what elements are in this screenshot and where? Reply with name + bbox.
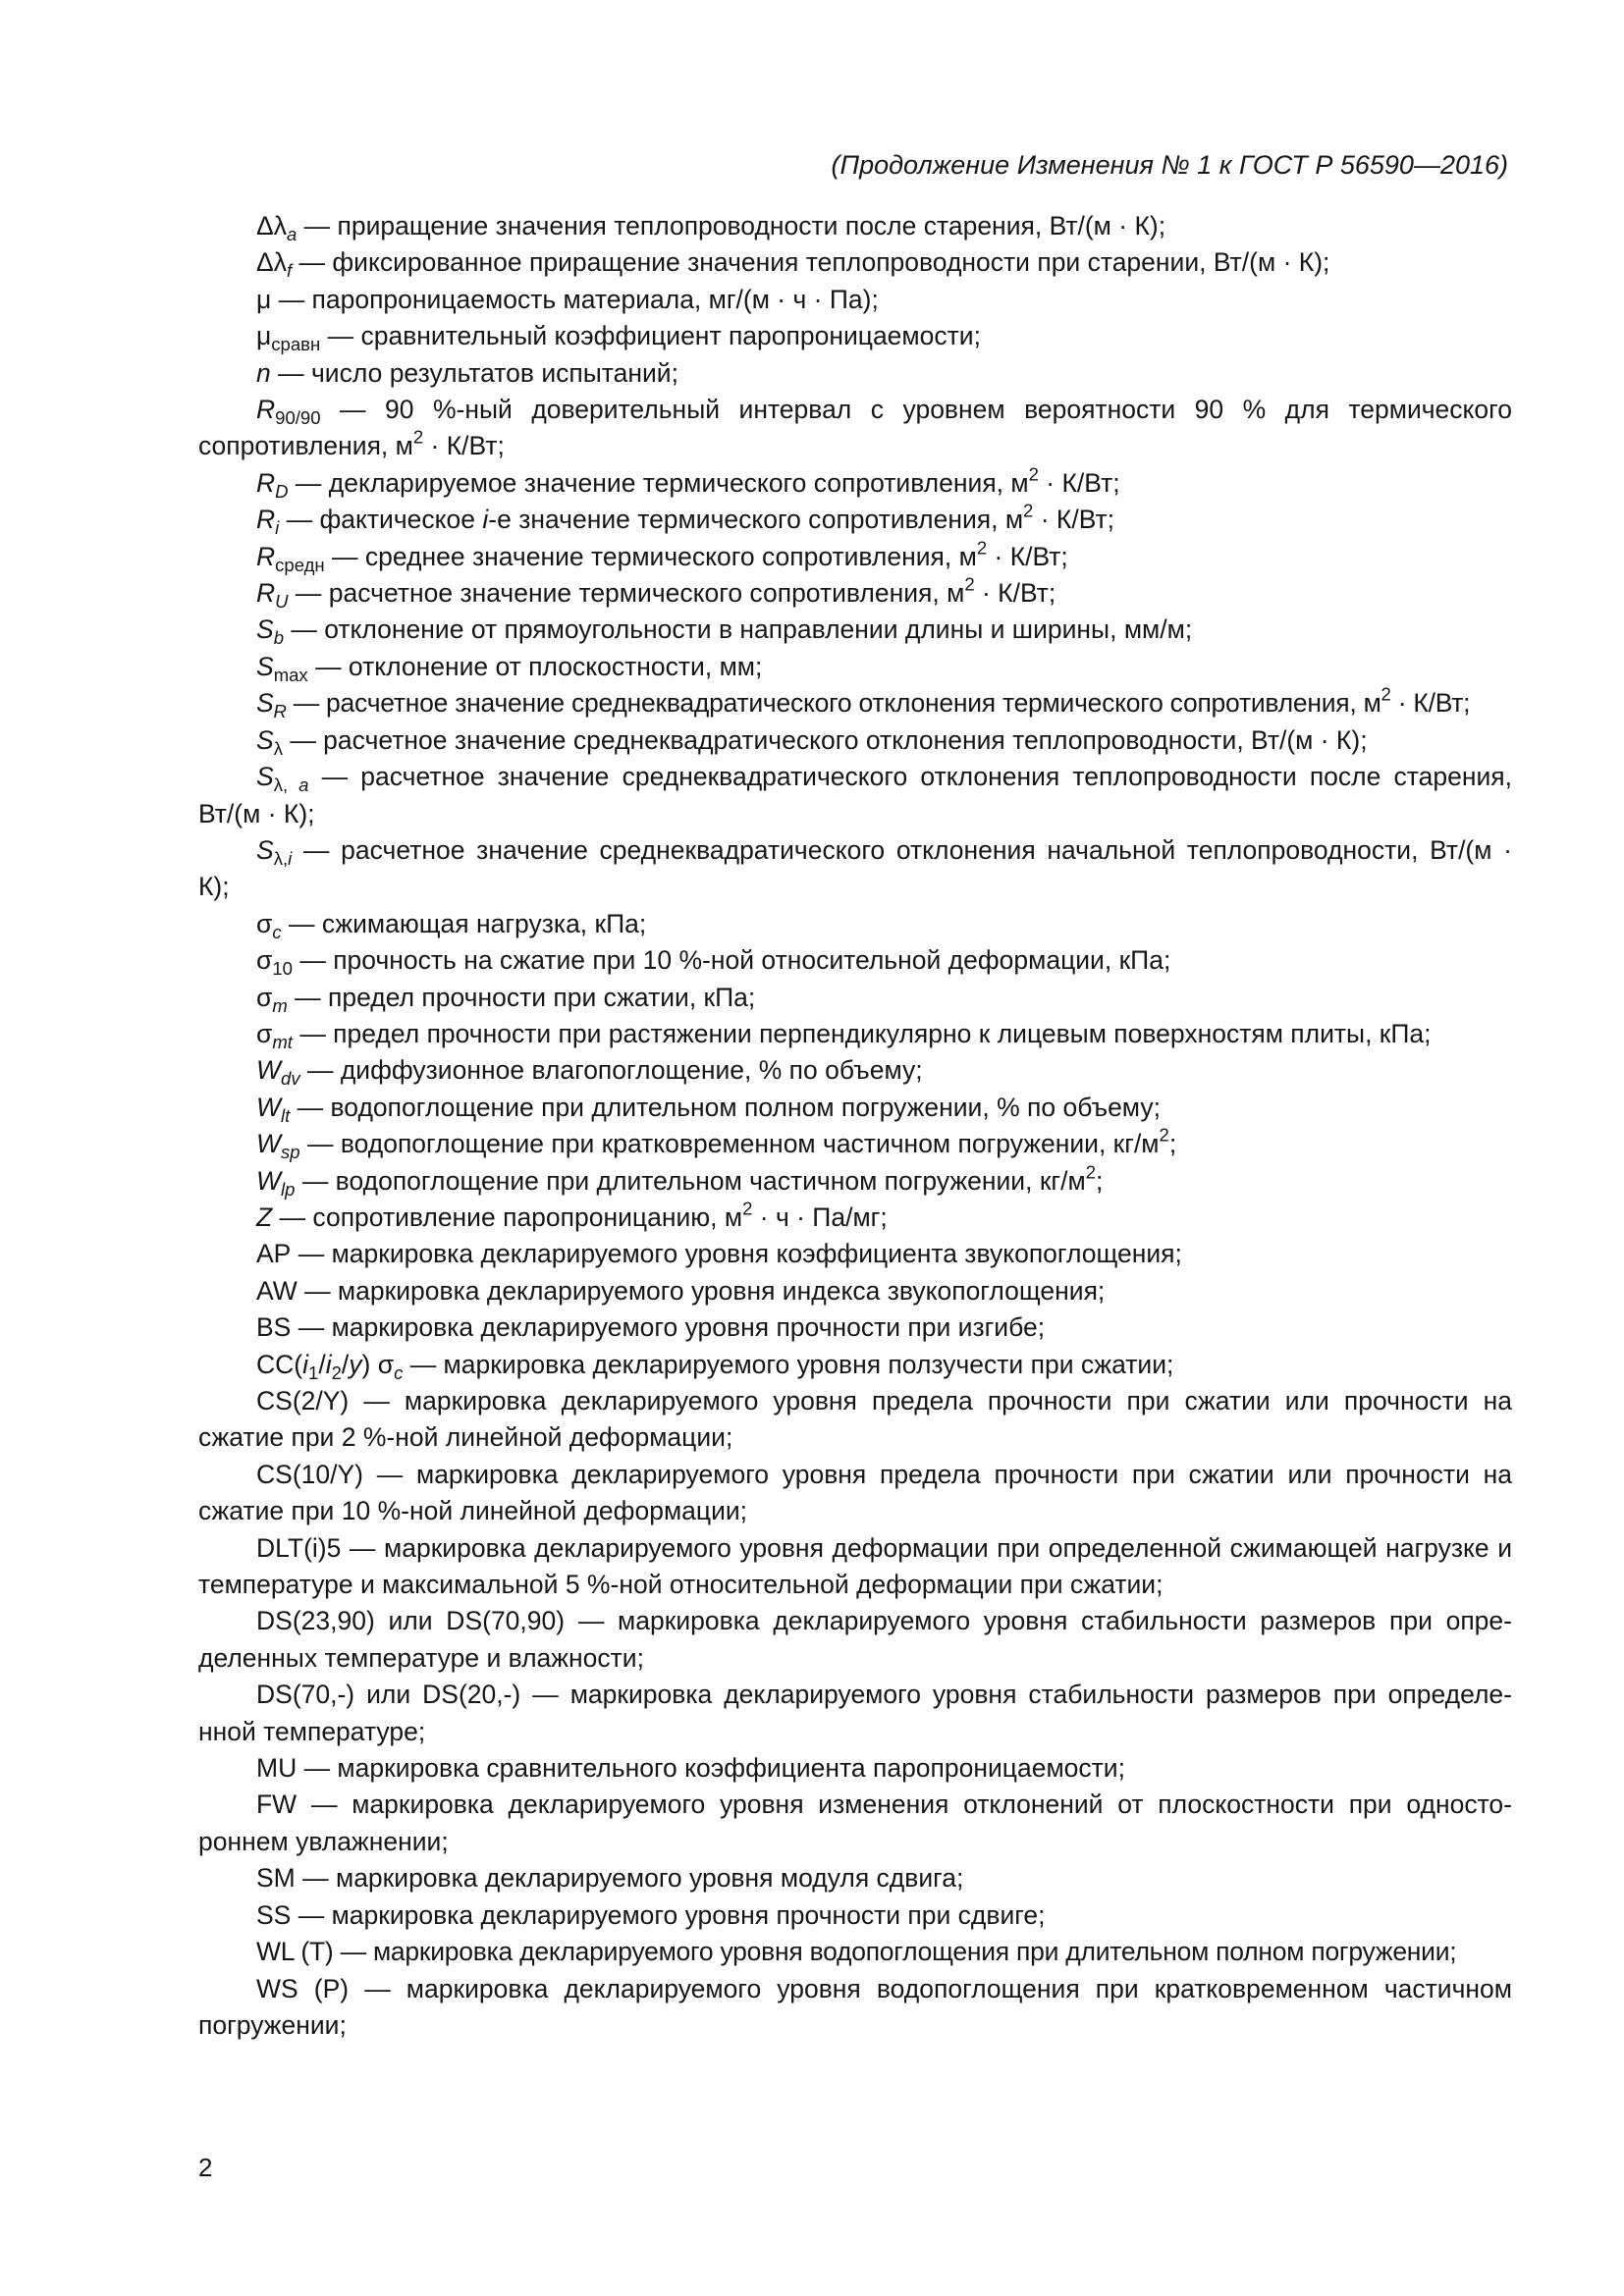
definition-entry: [198, 1163, 1512, 1200]
entry-symbol: $CC(i_1/i_2/y)$ $\sigma_c$: [256, 1349, 404, 1383]
definition-entry: [198, 244, 1512, 281]
entry-text: — прочность на сжатие при 10 %-ной относительной деформации, кПа;: [292, 945, 1171, 976]
definition-entry: [198, 980, 1512, 1016]
entry-symbol: μ: [256, 284, 272, 314]
entry-text: — расчетное значение среднеквадратического отклонения теплопроводности, Вт/(м · К);: [282, 724, 1368, 755]
entry-symbol: $R_U$: [256, 578, 289, 612]
entry-text: CS(2/Y) — маркировка декларируемого уровня предела прочности при сжатии или прочности на сжатие при 2 %-ной линейной деформации;: [198, 1386, 1512, 1453]
definition-entry: [198, 1236, 1512, 1272]
entry-symbol: $S_{\lambda, a}$: [256, 762, 309, 796]
entry-text: — маркировка декларируемого уровня ползучести при сжатии;: [403, 1349, 1174, 1379]
entry-symbol: $\sigma_{mt}$: [256, 1018, 293, 1052]
entry-symbol: $\Delta\lambda_f$: [256, 247, 293, 282]
entry-text: — число результатов испытаний;: [270, 357, 678, 388]
definition-entry: [198, 318, 1512, 354]
entry-text: — фактическое i-е значение термического сопротивления, $м^2 \cdot К/Вт$;: [279, 500, 1115, 535]
definition-entry: [198, 1309, 1512, 1346]
entry-symbol: $R_D$: [256, 467, 289, 502]
definition-entry: [198, 1347, 1512, 1383]
definition-entry: [198, 392, 1512, 465]
entry-symbol: $S_\lambda$: [256, 724, 283, 759]
entry-symbol: $S_R$: [256, 688, 287, 722]
entry-symbol: $W_{lt}$: [256, 1092, 291, 1126]
entry-text: — сравнительный коэффициент паропроницаемости;: [320, 321, 981, 351]
entry-text: — расчетное значение среднеквадратического отклонения начальной теплопроводности, Вт/(м · К);: [198, 834, 1512, 902]
definitions-list: [198, 208, 1512, 2044]
entry-text: SS — маркировка декларируемого уровня прочности при сдвиге;: [256, 1899, 1046, 1930]
entry-text: — фиксированное приращение значения теплопроводности при старении, Вт/(м · К);: [292, 247, 1330, 278]
definition-entry: [198, 832, 1512, 906]
entry-text: SM — маркировка декларируемого уровня модуля сдвига;: [256, 1863, 964, 1894]
definition-entry: [198, 1897, 1512, 1934]
entry-symbol: $\sigma_{10}$: [256, 945, 293, 980]
entry-text: — отклонение от прямоугольности в направлении длины и ширины, мм/м;: [284, 614, 1193, 645]
entry-text: — диффузионное влагопоглощение, % по объему;: [299, 1055, 923, 1086]
entry-symbol: $\sigma_c$: [256, 908, 282, 942]
definition-entry: [198, 1971, 1512, 2045]
entry-symbol: $S_{max}$: [256, 651, 308, 685]
entry-text: — приращение значения теплопроводности после старения, Вт/(м · К);: [297, 211, 1166, 240]
entry-text: MU — маркировка сравнительного коэффициента паропроницаемости;: [256, 1753, 1125, 1784]
definition-entry: [198, 465, 1512, 502]
entry-text: — расчетное значение термического сопротивления, $м^2 \cdot К/Вт$;: [288, 573, 1056, 609]
definition-entry: [198, 1787, 1512, 1860]
entry-symbol: n: [256, 357, 271, 388]
definition-entry: [198, 1934, 1512, 1970]
definition-entry: [198, 575, 1512, 612]
entry-symbol: $W_{lp}$: [256, 1165, 296, 1200]
entry-text: WL (T) — маркировка декларируемого уровня водопоглощения при длительном полном погружении;: [256, 1937, 1457, 1967]
entry-symbol: $W_{sp}$: [256, 1129, 300, 1163]
definition-entry: [198, 759, 1512, 832]
entry-text: — декларируемое значение термического сопротивления, $м^2 \cdot К/Вт$;: [288, 463, 1120, 498]
definition-entry: [198, 942, 1512, 979]
definition-entry: [198, 1090, 1512, 1126]
entry-symbol: $R_{средн}$: [256, 541, 325, 575]
entry-text: — расчетное значение среднеквадратического отклонения теплопроводности после старения, Вт/(м · К);: [198, 762, 1512, 828]
entry-text: DS(70,-) или DS(20,-) — маркировка декларируемого уровня стабильности размеров при определенной температуре;: [198, 1680, 1512, 1746]
entry-symbol: $\Delta\lambda_a$: [256, 211, 298, 244]
definition-entry: [198, 1126, 1512, 1162]
definition-entry: [198, 1860, 1512, 1896]
entry-symbol: $R_{90/90}$: [256, 395, 321, 428]
entry-text: — водопоглощение при длительном частичном погружении, $кг/м^2$;: [295, 1161, 1104, 1196]
entry-text: — предел прочности при сжатии, кПа;: [287, 982, 756, 1012]
entry-symbol: $S_{\lambda,i}$: [256, 834, 293, 869]
page-header: (Продолжение Изменения № 1 к ГОСТ Р 56590—2016): [831, 150, 1508, 180]
definition-entry: [198, 1677, 1512, 1750]
entry-symbol: $R_i$: [256, 505, 280, 539]
definition-entry: [198, 1457, 1512, 1530]
entry-symbol: Z: [256, 1201, 273, 1232]
entry-text: DS(23,90) или DS(70,90) — маркировка декларируемого уровня стабильности размеров при определенных температуре и влажности;: [198, 1606, 1512, 1673]
definition-entry: [198, 1750, 1512, 1787]
definition-entry: [198, 1530, 1512, 1604]
entry-text: АР — маркировка декларируемого уровня коэффициента звукопоглощения;: [256, 1239, 1182, 1269]
entry-text: — сопротивление паропроницанию, $м^2 \cdot ч \cdot Па/мг$;: [272, 1198, 888, 1232]
definition-entry: [198, 1603, 1512, 1677]
definition-entry: [198, 539, 1512, 575]
entry-text: BS — маркировка декларируемого уровня прочности при изгибе;: [256, 1312, 1046, 1343]
definition-entry: [198, 612, 1512, 648]
entry-symbol: $\sigma_m$: [256, 982, 288, 1016]
entry-text: — среднее значение термического сопротивления, $м^2 \cdot К/Вт$;: [324, 537, 1068, 571]
entry-text: — паропроницаемость материала, мг/(м · ч · Па);: [271, 284, 879, 314]
entry-text: CS(10/Y) — маркировка декларируемого уровня предела прочности при сжатии или прочности на сжатие при 10 %-ной линейной деформации;: [198, 1459, 1512, 1526]
definition-entry: [198, 208, 1512, 244]
entry-symbol: $\mu_{сравн}$: [256, 321, 321, 355]
entry-text: — сжимающая нагрузка, кПа;: [281, 908, 647, 938]
entry-text: FW — маркировка декларируемого уровня изменения отклонений от плоскостности при одностороннем увлажнении;: [198, 1789, 1512, 1856]
definition-entry: [198, 502, 1512, 538]
entry-text: — 90 %-ный доверительный интервал с уровнем вероятности 90 % для термического сопротивления, $м^2 \cdot К/Вт$;: [198, 395, 1512, 461]
definition-entry: [198, 685, 1512, 721]
definition-entry: [198, 1273, 1512, 1309]
entry-text: — предел прочности при растяжении перпендикулярно к лицевым поверхностям плиты, кПа;: [292, 1018, 1432, 1048]
definition-entry: [198, 722, 1512, 759]
entry-text: — водопоглощение при кратковременном частичном погружении, $кг/м^2$;: [299, 1124, 1177, 1159]
entry-text: — водопоглощение при длительном полном погружении, % по объему;: [290, 1092, 1161, 1122]
entry-text: AW — маркировка декларируемого уровня индекса звукопоглощения;: [256, 1275, 1106, 1306]
definition-entry: [198, 282, 1512, 318]
entry-text: WS (P) — маркировка декларируемого уровня водопоглощения при кратковременном частичном погружении;: [198, 1973, 1512, 2040]
entry-symbol: $W_{dv}$: [256, 1055, 300, 1090]
definition-entry: [198, 355, 1512, 392]
entry-text: DLT(i)5 — маркировка декларируемого уровня деформации при определенной сжимающей нагрузке и температуре и максимальной 5 %-ной относительной деформации при сжатии;: [198, 1532, 1512, 1600]
definition-entry: [198, 1383, 1512, 1457]
definition-entry: [198, 906, 1512, 942]
definition-entry: [198, 649, 1512, 685]
entry-text: — отклонение от плоскостности, мм;: [307, 651, 763, 681]
page-number: 2: [198, 2153, 213, 2182]
entry-text: — расчетное значение среднеквадратического отклонения термического сопротивления, $м^2 \cdot К/Вт$;: [286, 683, 1471, 719]
definition-entry: [198, 1200, 1512, 1236]
entry-symbol: $S_b$: [256, 614, 284, 649]
definition-entry: [198, 1016, 1512, 1052]
definition-entry: [198, 1052, 1512, 1089]
